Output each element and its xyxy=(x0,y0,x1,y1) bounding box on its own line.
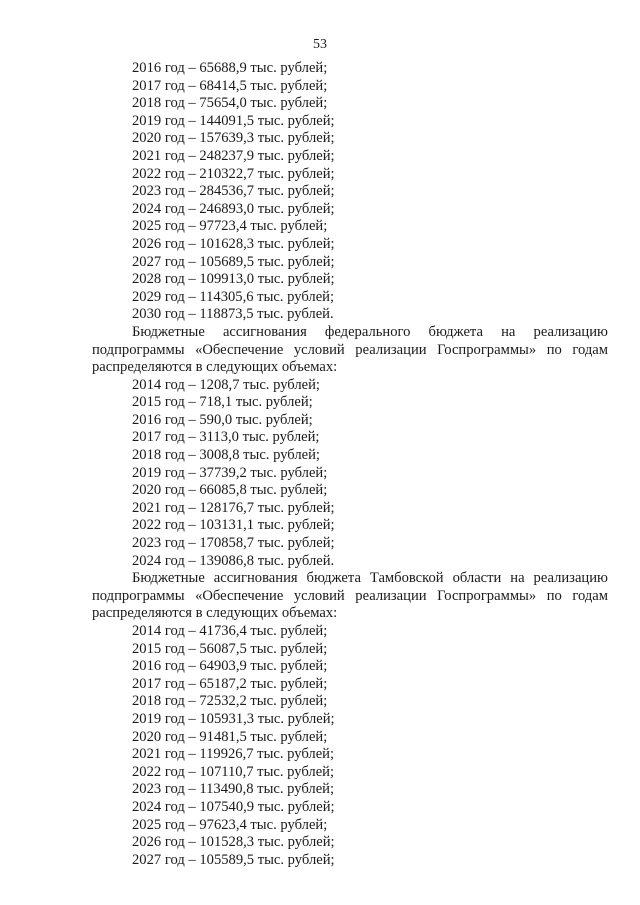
budget-line: 2021 год – 248237,9 тыс. рублей; xyxy=(132,147,335,164)
budget-line: 2023 год – 113490,8 тыс. рублей; xyxy=(132,781,335,798)
heading-word: на xyxy=(501,323,516,340)
budget-line: 2022 год – 103131,1 тыс. рублей; xyxy=(132,517,335,534)
budget-line: 2018 год – 75654,0 тыс. рублей; xyxy=(132,95,328,112)
budget-line: 2020 год – 66085,8 тыс. рублей; xyxy=(132,482,328,499)
budget-line: 2019 год – 105931,3 тыс. рублей; xyxy=(132,710,335,727)
budget-line: 2023 год – 284536,7 тыс. рублей; xyxy=(132,183,335,200)
heading-word: условий xyxy=(293,587,345,604)
heading-word: на xyxy=(510,570,525,587)
budget-line: 2023 год – 170858,7 тыс. рублей; xyxy=(132,535,335,552)
budget-line: 2019 год – 37739,2 тыс. рублей; xyxy=(132,464,328,481)
budget-line: 2020 год – 91481,5 тыс. рублей; xyxy=(132,728,328,745)
heading-line xyxy=(92,324,608,342)
heading-line xyxy=(92,342,608,360)
budget-line: 2028 год – 109913,0 тыс. рублей; xyxy=(132,271,335,288)
budget-line: 2024 год – 246893,0 тыс. рублей; xyxy=(132,200,335,217)
heading-word: реализации xyxy=(355,341,427,358)
heading-line xyxy=(92,570,608,588)
budget-line: 2021 год – 119926,7 тыс. рублей; xyxy=(132,746,335,763)
section2-heading xyxy=(92,324,608,377)
heading-word: Тамбовской xyxy=(369,570,444,587)
heading-word: годам xyxy=(572,341,608,358)
budget-line: 2016 год – 65688,9 тыс. рублей; xyxy=(132,60,328,76)
budget-line: 2018 год – 3008,8 тыс. рублей; xyxy=(132,447,320,464)
heading-word: по xyxy=(546,587,562,604)
budget-line: 2018 год – 72532,2 тыс. рублей; xyxy=(132,693,328,710)
heading-word: подпрограммы xyxy=(92,341,185,358)
budget-line: 2027 год – 105589,5 тыс. рублей; xyxy=(132,851,335,868)
budget-line: 2014 год – 41736,4 тыс. рублей; xyxy=(132,623,328,639)
heading-word: Бюджетные xyxy=(132,570,205,587)
budget-line: 2020 год – 157639,3 тыс. рублей; xyxy=(132,130,335,147)
heading-word: Госпрограммы» xyxy=(437,587,537,604)
budget-line: 2016 год – 590,0 тыс. рублей; xyxy=(132,411,313,428)
heading-word: ассигнования xyxy=(222,323,307,340)
budget-line: 2014 год – 1208,7 тыс. рублей; xyxy=(132,376,320,393)
budget-line: 2026 год – 101628,3 тыс. рублей; xyxy=(132,235,335,252)
heading-word: подпрограммы xyxy=(92,587,185,604)
section3-heading xyxy=(92,570,608,623)
heading-line: распределяются в следующих объемах: xyxy=(92,605,338,622)
budget-line: 2025 год – 97723,4 тыс. рублей; xyxy=(132,218,328,235)
page-number: 53 xyxy=(313,37,327,52)
budget-line: 2017 год – 68414,5 тыс. рублей; xyxy=(132,77,328,94)
heading-word: «Обеспечение xyxy=(195,587,284,604)
budget-line: 2019 год – 144091,5 тыс. рублей; xyxy=(132,112,335,129)
budget-line: 2015 год – 718,1 тыс. рублей; xyxy=(132,394,313,411)
document-body xyxy=(92,60,608,869)
budget-line: 2027 год – 105689,5 тыс. рублей; xyxy=(132,253,335,270)
budget-line: 2022 год – 107110,7 тыс. рублей; xyxy=(132,763,335,780)
heading-word: условий xyxy=(293,341,345,358)
heading-word: бюджета xyxy=(306,570,361,587)
heading-word: годам xyxy=(572,587,608,604)
heading-word: федерального xyxy=(324,323,411,340)
heading-word: «Обеспечение xyxy=(195,341,284,358)
heading-line: распределяются в следующих объемах: xyxy=(92,359,338,376)
budget-line: 2026 год – 101528,3 тыс. рублей; xyxy=(132,834,335,851)
heading-word: бюджета xyxy=(428,323,483,340)
budget-line: 2015 год – 56087,5 тыс. рублей; xyxy=(132,640,328,657)
heading-word: Бюджетные xyxy=(132,323,205,340)
section1-list xyxy=(92,60,608,324)
budget-line: 2022 год – 210322,7 тыс. рублей; xyxy=(132,165,335,182)
budget-line: 2017 год – 65187,2 тыс. рублей; xyxy=(132,675,328,692)
section3-list xyxy=(92,623,608,869)
heading-line xyxy=(92,588,608,606)
heading-word: по xyxy=(546,341,562,358)
budget-line: 2030 год – 118873,5 тыс. рублей. xyxy=(132,306,334,323)
budget-line: 2024 год – 139086,8 тыс. рублей. xyxy=(132,552,335,569)
heading-word: реализацию xyxy=(533,570,608,587)
budget-line: 2025 год – 97623,4 тыс. рублей; xyxy=(132,816,328,833)
heading-word: реализации xyxy=(355,587,427,604)
budget-line: 2029 год – 114305,6 тыс. рублей; xyxy=(132,288,335,305)
budget-line: 2017 год – 3113,0 тыс. рублей; xyxy=(132,429,320,446)
budget-line: 2016 год – 64903,9 тыс. рублей; xyxy=(132,658,328,675)
budget-line: 2024 год – 107540,9 тыс. рублей; xyxy=(132,798,335,815)
heading-word: ассигнования xyxy=(213,570,298,587)
heading-word: области xyxy=(452,570,502,587)
heading-word: Госпрограммы» xyxy=(437,341,537,358)
budget-line: 2021 год – 128176,7 тыс. рублей; xyxy=(132,499,335,516)
section2-list xyxy=(92,377,608,571)
heading-word: реализацию xyxy=(533,323,608,340)
